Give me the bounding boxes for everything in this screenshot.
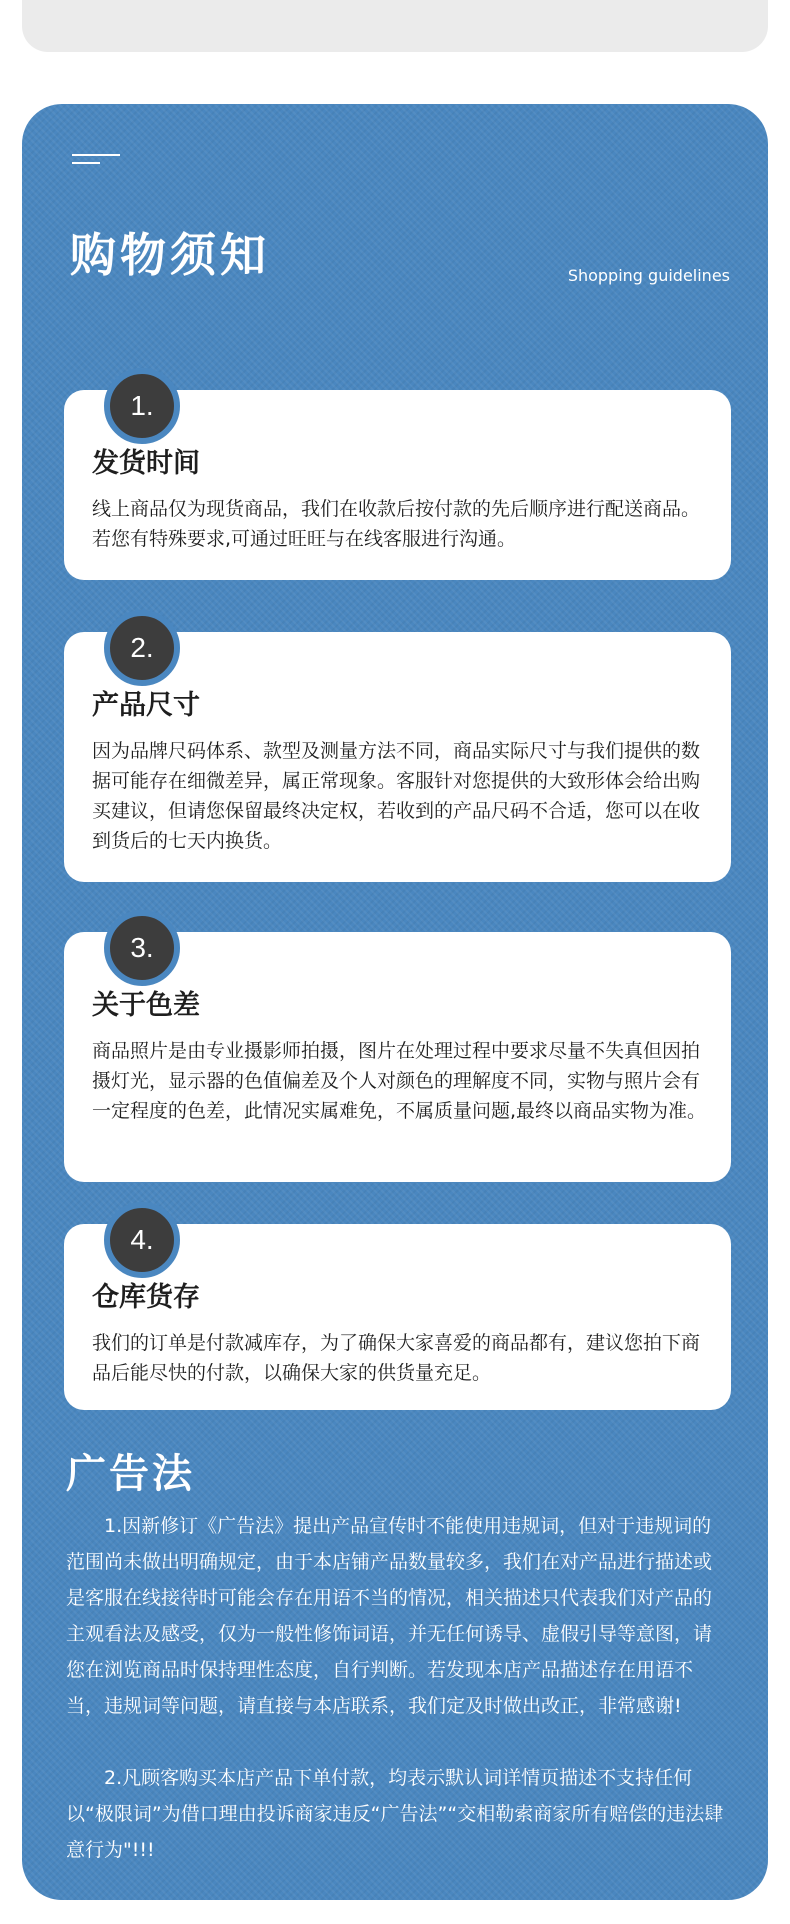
card-body: 我们的订单是付款减库存，为了确保大家喜爱的商品都有，建议您拍下商品后能尽快的付款，以确保大家的供货量充足。 bbox=[92, 1332, 701, 1384]
ad-law-paragraph: 1.因新修订《广告法》提出产品宣传时不能使用违规词，但对于违规词的范围尚未做出明确规定，由于本店铺产品数量较多，我们在对产品进行描述或是客服在线接待时可能会存在用语不当的情况，相关描述只代表我们对产品的主观看法及感受，仅为一般性修饰词语，并无任何诱导、虚假引导等意图，请您在浏览商品时保持理性态度，自行判断。若发现本店产品描述存在用语不当，违规词等问题，请直接与本店联系，我们定及时做出改正，非常感谢! bbox=[66, 1515, 713, 1717]
guideline-card-color-difference bbox=[64, 932, 731, 1182]
card-number-badge: 4. bbox=[104, 1202, 180, 1278]
decorative-line bbox=[72, 154, 120, 156]
guideline-card-size bbox=[64, 632, 731, 882]
card-body: 商品照片是由专业摄影师拍摄，图片在处理过程中要求尽量不失真但因拍摄灯光，显示器的色值偏差及个人对颜色的理解度不同，实物与照片会有一定程度的色差，此情况实属难免，不属质量问题,最终以商品实物为准。 bbox=[92, 1040, 707, 1122]
card-number-badge: 1. bbox=[104, 368, 180, 444]
guideline-card-shipping bbox=[64, 390, 731, 580]
card-title: 关于色差 bbox=[92, 990, 200, 1021]
card-body: 因为品牌尺码体系、款型及测量方法不同，商品实际尺寸与我们提供的数据可能存在细微差异，属正常现象。客服针对您提供的大致形体会给出购买建议，但请您保留最终决定权，若收到的产品尺码不合适，您可以在收到货后的七天内换货。 bbox=[92, 740, 701, 852]
card-body: 线上商品仅为现货商品，我们在收款后按付款的先后顺序进行配送商品。若您有特殊要求,可通过旺旺与在线客服进行沟通。 bbox=[92, 498, 701, 550]
ad-law-title: 广告法 bbox=[66, 1451, 195, 1497]
decorative-line bbox=[72, 162, 100, 164]
previous-section-bottom bbox=[22, 0, 768, 52]
card-number-badge: 3. bbox=[104, 910, 180, 986]
card-title: 产品尺寸 bbox=[92, 690, 200, 721]
shopping-guidelines-panel bbox=[22, 104, 768, 1900]
card-title: 发货时间 bbox=[92, 448, 200, 479]
guideline-card-inventory bbox=[64, 1224, 731, 1410]
ad-law-paragraph: 2.凡顾客购买本店产品下单付款，均表示默认词详情页描述不支持任何以“极限词”为借口理由投诉商家违反“广告法”“交相勒索商家所有赔偿的违法肆意行为"!!! bbox=[66, 1767, 724, 1861]
card-number-badge: 2. bbox=[104, 610, 180, 686]
page-subtitle: Shopping guidelines bbox=[567, 266, 730, 285]
page-title: 购物须知 bbox=[70, 228, 270, 282]
card-title: 仓库货存 bbox=[92, 1282, 200, 1313]
